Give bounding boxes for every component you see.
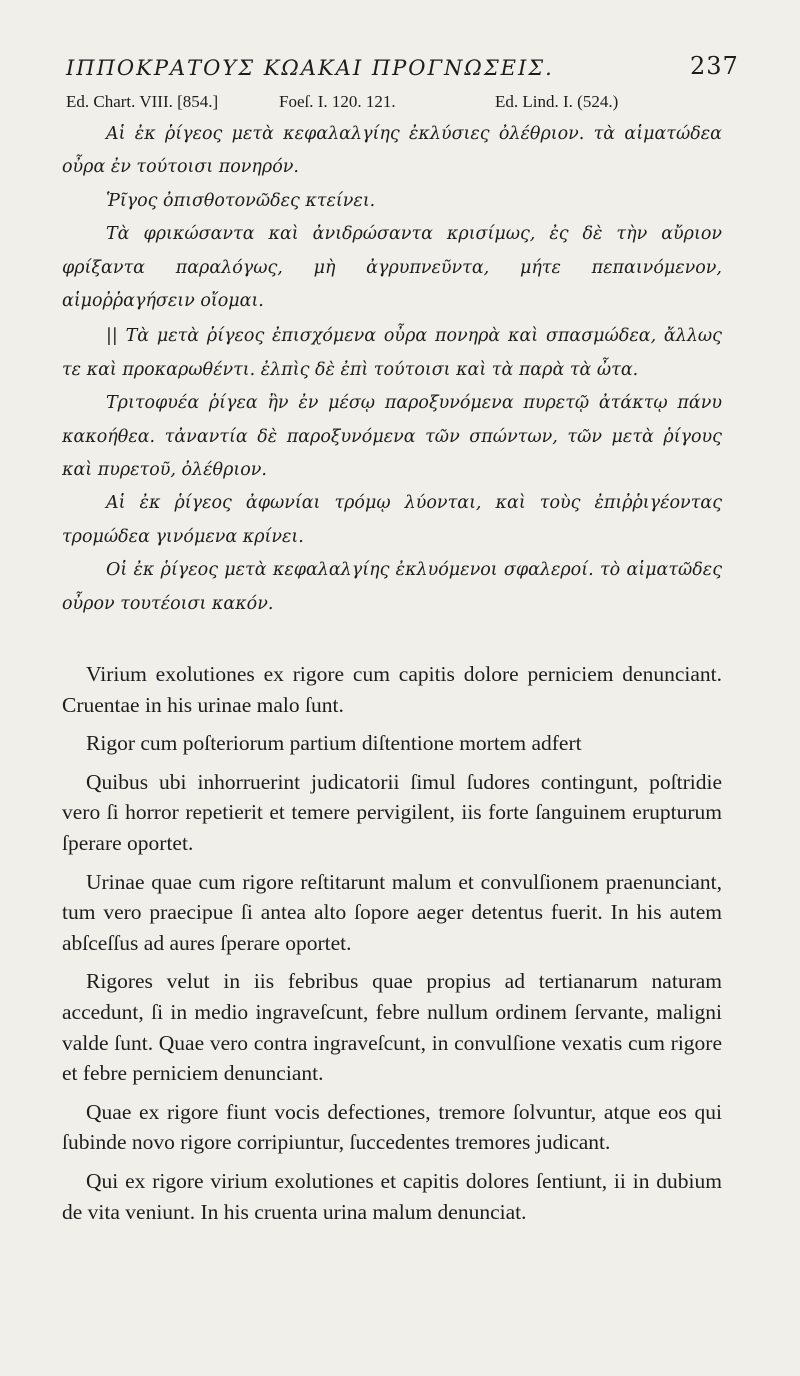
running-title: ΙΠΠΟΚΡΑΤΟΥΣ ΚΩΑΚΑΙ ΠΡΟΓΝΩΣΕΙΣ. bbox=[66, 56, 554, 80]
greek-paragraph: Αἱ ἐκ ῥίγεος ἀφωνίαι τρόμῳ λύονται, καὶ τοὺς ἐπιῤῥιγέοντας τρομώδεα γινόμενα κρίνει. bbox=[62, 493, 722, 547]
latin-paragraph: Quae ex rigore fiunt vocis defectiones, tremore ſolvuntur, atque eos qui ſubinde novo rigore corripiuntur, ſuccedentes tremores judicant. bbox=[62, 1099, 722, 1155]
greek-paragraph: Τὰ φρικώσαντα καὶ ἀνιδρώσαντα κρισίμως, ἐς δὲ τὴν αὔριον φρίξαντα παραλόγως, μὴ ἀγρυπνεῦντα, μήτε πεπαινόμενον, αἱμοῤῥαγήσειν οἴομαι. bbox=[62, 224, 722, 312]
edition-chartier: Ed. Chart. VIII. [854.] bbox=[66, 92, 219, 111]
latin-paragraph: Rigor cum poſteriorum partium diſtentione mortem adfert bbox=[86, 731, 582, 756]
greek-paragraph: Τριτοφυέα ῥίγεα ἢν ἐν μέσῳ παροξυνόμενα πυρετῷ ἀτάκτῳ πάνυ κακοήθεα. τἀναντία δὲ παροξυνόμενα τῶν σπώντων, τῶν μετὰ ῥίγους καὶ πυρετοῦ, ὀλέθριον. bbox=[62, 393, 722, 481]
latin-paragraph: Virium exolutiones ex rigore cum capitis dolore perniciem denunciant. Cruentae in his urinae malo ſunt. bbox=[62, 662, 722, 717]
greek-paragraph: Αἱ ἐκ ῥίγεος μετὰ κεφαλαλγίης ἐκλύσιες ὀλέθριον. τὰ αἱματώδεα οὖρα ἐν τούτοισι πονηρόν. bbox=[62, 124, 722, 178]
latin-paragraph: Rigores velut in iis febribus quae propius ad tertianarum naturam accedunt, ſi in medio ingraveſcunt, febre nullum ordinem ſervante, maligni valde ſunt. Quae vero contra ingraveſcunt, in convulſione vexatis cum rigore et febre perniciem denunciant. bbox=[62, 969, 722, 1086]
page-number: 237 bbox=[690, 52, 739, 80]
greek-paragraph: || Τὰ μετὰ ῥίγεος ἐπισχόμενα οὖρα πονηρὰ καὶ σπασμώδεα, ἄλλως τε καὶ προκαρωθέντι. ἐλπὶς δὲ ἐπὶ τούτοισι καὶ τὰ παρὰ τὰ ὦτα. bbox=[62, 326, 722, 380]
edition-linden: Ed. Lind. I. (524.) bbox=[495, 92, 619, 111]
latin-translation bbox=[62, 659, 722, 1227]
greek-text bbox=[62, 118, 722, 621]
running-head bbox=[62, 44, 739, 86]
latin-paragraph: Qui ex rigore virium exolutiones et capitis dolores ſentiunt, ii in dubium de vita veniunt. In his cruenta urina malum denunciat. bbox=[62, 1169, 722, 1224]
latin-paragraph: Urinae quae cum rigore reſtitarunt malum et convulſionem praenunciant, tum vero praecipue ſi antea alto ſopore aeger detentus fuerit. In his autem abſceſſus ad aures ſperare oportet. bbox=[62, 869, 722, 955]
edition-references bbox=[66, 86, 722, 118]
latin-paragraph: Quibus ubi inhorruerint judicatorii ſimul ſudores contingunt, poſtridie vero ſi horror repetierit et temere pervigilent, iis forte ſanguinem erupturum ſperare oportet. bbox=[62, 769, 722, 856]
greek-paragraph: Ῥῖγος ὀπισθοτονῶδες κτείνει. bbox=[106, 190, 376, 211]
edition-foesius: Foeſ. I. 120. 121. bbox=[279, 92, 396, 111]
greek-paragraph: Οἱ ἐκ ῥίγεος μετὰ κεφαλαλγίης ἐκλυόμενοι σφαλεροί. τὸ αἱματῶδες οὖρον τουτέοισι κακόν. bbox=[62, 560, 722, 614]
